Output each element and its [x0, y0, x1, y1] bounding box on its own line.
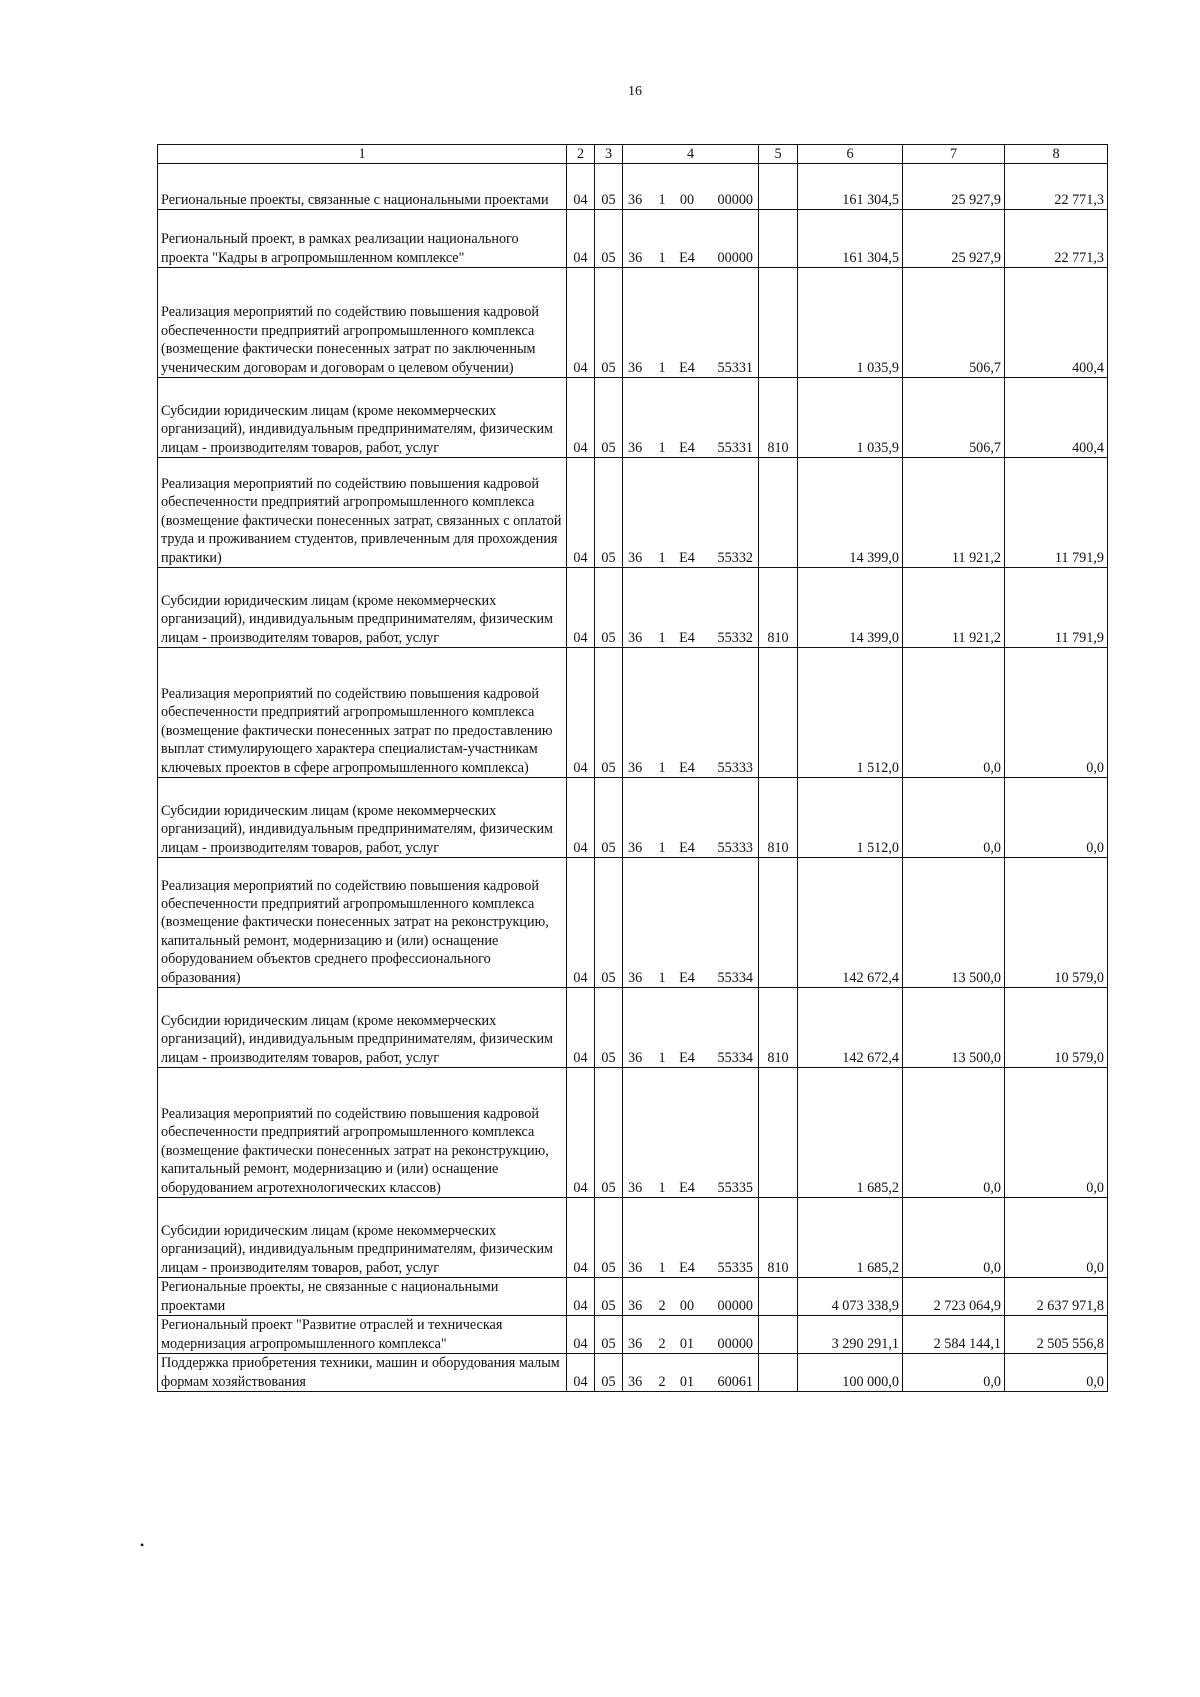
col-5-code: [759, 210, 798, 268]
code-part: 55333: [717, 759, 753, 776]
code-part: 55334: [717, 969, 753, 986]
col-3-code: 05: [595, 778, 623, 858]
row-name: Реализация мероприятий по содействию повышения кадровой обеспеченности предприятий агропромышленного комплекса (возмещение фактически понесенных затрат на реконструкцию, капитальный ремонт, модернизацию и (или) оснащение оборудованием агротехнологических классов): [158, 1068, 567, 1198]
col-5-code: [759, 458, 798, 568]
table-row: [158, 164, 1108, 210]
code-part: E4: [679, 359, 695, 376]
col-2-code: 04: [567, 1068, 595, 1198]
code-part: 55332: [717, 549, 753, 566]
code-part: 60061: [717, 1373, 753, 1390]
header-cell: 7: [903, 145, 1005, 164]
amount-col-8: 10 579,0: [1005, 988, 1108, 1068]
amount-col-6: 14 399,0: [798, 458, 903, 568]
col-2-code: 04: [567, 458, 595, 568]
col-5-code: 810: [759, 1198, 798, 1278]
col-5-code: 810: [759, 988, 798, 1068]
table-row: [158, 210, 1108, 268]
table-row: [158, 378, 1108, 458]
code-part: 00000: [717, 1297, 753, 1314]
col-3-code: 05: [595, 858, 623, 988]
amount-col-8: 400,4: [1005, 268, 1108, 378]
header-cell: 8: [1005, 145, 1108, 164]
col-2-code: 04: [567, 568, 595, 648]
table-row: [158, 1068, 1108, 1198]
amount-col-7: 25 927,9: [903, 210, 1005, 268]
code-part: 1: [658, 969, 666, 986]
code-part: E4: [679, 969, 695, 986]
table-row: [158, 988, 1108, 1068]
code-part: 36: [628, 1297, 643, 1314]
header-cell: 2: [567, 145, 595, 164]
code-part: 55334: [717, 1049, 753, 1066]
stray-mark: •: [140, 1538, 145, 1552]
amount-col-7: 506,7: [903, 378, 1005, 458]
code-part: 1: [658, 249, 666, 266]
amount-col-8: 11 791,9: [1005, 458, 1108, 568]
col-4-code: [623, 1278, 759, 1316]
col-2-code: 04: [567, 1198, 595, 1278]
amount-col-7: 0,0: [903, 1068, 1005, 1198]
code-part: E4: [679, 759, 695, 776]
amount-col-6: 1 512,0: [798, 648, 903, 778]
amount-col-7: 11 921,2: [903, 458, 1005, 568]
header-cell: 3: [595, 145, 623, 164]
col-5-code: [759, 1068, 798, 1198]
amount-col-6: 4 073 338,9: [798, 1278, 903, 1316]
code-part: 36: [628, 1373, 643, 1390]
row-name: Реализация мероприятий по содействию повышения кадровой обеспеченности предприятий агропромышленного комплекса (возмещение фактически понесенных затрат на реконструкцию, капитальный ремонт, модернизацию и (или) оснащение оборудованием объектов среднего профессионального образования): [158, 858, 567, 988]
table-row: [158, 1198, 1108, 1278]
table-row: [158, 778, 1108, 858]
code-part: 1: [658, 359, 666, 376]
col-3-code: 05: [595, 1068, 623, 1198]
amount-col-6: 142 672,4: [798, 858, 903, 988]
col-4-code: [623, 1354, 759, 1392]
col-5-code: [759, 164, 798, 210]
row-name: Региональные проекты, не связанные с национальными проектами: [158, 1278, 567, 1316]
code-part: 55335: [717, 1179, 753, 1196]
col-4-code: [623, 1198, 759, 1278]
code-part: 1: [658, 549, 666, 566]
row-name: Реализация мероприятий по содействию повышения кадровой обеспеченности предприятий агропромышленного комплекса (возмещение фактически понесенных затрат по заключенным ученическим договорам и договорам о целевом обучении): [158, 268, 567, 378]
col-3-code: 05: [595, 988, 623, 1068]
header-cell: 5: [759, 145, 798, 164]
col-2-code: 04: [567, 210, 595, 268]
code-part: 55333: [717, 839, 753, 856]
row-name: Поддержка приобретения техники, машин и оборудования малым формам хозяйствования: [158, 1354, 567, 1392]
col-2-code: 04: [567, 858, 595, 988]
row-name: Субсидии юридическим лицам (кроме некоммерческих организаций), индивидуальным предпринимателям, физическим лицам - производителям товаров, работ, услуг: [158, 378, 567, 458]
amount-col-7: 25 927,9: [903, 164, 1005, 210]
col-5-code: [759, 1354, 798, 1392]
col-5-code: [759, 268, 798, 378]
row-name: Реализация мероприятий по содействию повышения кадровой обеспеченности предприятий агропромышленного комплекса (возмещение фактически понесенных затрат по предоставлению выплат стимулирующего характера специалистам-участникам ключевых проектов в сфере агропромышленного комплекса): [158, 648, 567, 778]
code-part: 00: [679, 191, 695, 208]
col-4-code: [623, 378, 759, 458]
code-part: 36: [628, 359, 643, 376]
amount-col-8: 0,0: [1005, 778, 1108, 858]
code-part: 1: [658, 629, 666, 646]
amount-col-7: 2 723 064,9: [903, 1278, 1005, 1316]
code-part: 1: [658, 1179, 666, 1196]
code-part: 55331: [717, 359, 753, 376]
header-cell: 1: [158, 145, 567, 164]
header-cell: 4: [623, 145, 759, 164]
amount-col-8: 2 637 971,8: [1005, 1278, 1108, 1316]
amount-col-6: 1 035,9: [798, 268, 903, 378]
code-part: 55332: [717, 629, 753, 646]
col-3-code: 05: [595, 458, 623, 568]
amount-col-7: 13 500,0: [903, 858, 1005, 988]
row-name: Субсидии юридическим лицам (кроме некоммерческих организаций), индивидуальным предпринимателям, физическим лицам - производителям товаров, работ, услуг: [158, 988, 567, 1068]
col-2-code: 04: [567, 648, 595, 778]
code-part: 36: [628, 1049, 643, 1066]
amount-col-6: 1 035,9: [798, 378, 903, 458]
col-3-code: 05: [595, 164, 623, 210]
amount-col-8: 22 771,3: [1005, 210, 1108, 268]
code-part: 00000: [717, 191, 753, 208]
row-name: Субсидии юридическим лицам (кроме некоммерческих организаций), индивидуальным предпринимателям, физическим лицам - производителям товаров, работ, услуг: [158, 778, 567, 858]
col-2-code: 04: [567, 778, 595, 858]
amount-col-8: 0,0: [1005, 1354, 1108, 1392]
code-part: 01: [679, 1335, 695, 1352]
code-part: 36: [628, 759, 643, 776]
code-part: E4: [679, 839, 695, 856]
col-4-code: [623, 568, 759, 648]
page-number: 16: [628, 84, 642, 99]
code-part: E4: [679, 1049, 695, 1066]
amount-col-7: 13 500,0: [903, 988, 1005, 1068]
col-2-code: 04: [567, 378, 595, 458]
code-part: E4: [679, 629, 695, 646]
row-name: Реализация мероприятий по содействию повышения кадровой обеспеченности предприятий агропромышленного комплекса (возмещение фактически понесенных затрат, связанных с оплатой труда и проживанием студентов, привлеченным для прохождения практики): [158, 458, 567, 568]
code-part: 1: [658, 1259, 666, 1276]
code-part: 2: [658, 1335, 666, 1352]
col-5-code: [759, 1316, 798, 1354]
row-name: Региональный проект, в рамках реализации национального проекта "Кадры в агропромышленном комплексе": [158, 210, 567, 268]
col-3-code: 05: [595, 268, 623, 378]
code-part: 36: [628, 629, 643, 646]
col-4-code: [623, 988, 759, 1068]
amount-col-7: 506,7: [903, 268, 1005, 378]
code-part: 36: [628, 549, 643, 566]
code-part: 1: [658, 439, 666, 456]
code-part: 1: [658, 1049, 666, 1066]
amount-col-6: 1 685,2: [798, 1068, 903, 1198]
table-row: [158, 568, 1108, 648]
col-4-code: [623, 210, 759, 268]
code-part: 00000: [717, 249, 753, 266]
code-part: 1: [658, 759, 666, 776]
col-3-code: 05: [595, 1198, 623, 1278]
code-part: 36: [628, 249, 643, 266]
amount-col-8: 22 771,3: [1005, 164, 1108, 210]
row-name: Субсидии юридическим лицам (кроме некоммерческих организаций), индивидуальным предпринимателям, физическим лицам - производителям товаров, работ, услуг: [158, 568, 567, 648]
code-part: 36: [628, 969, 643, 986]
code-part: 36: [628, 1259, 643, 1276]
code-part: E4: [679, 549, 695, 566]
col-4-code: [623, 778, 759, 858]
col-3-code: 05: [595, 1354, 623, 1392]
table-row: [158, 858, 1108, 988]
col-5-code: 810: [759, 568, 798, 648]
col-2-code: 04: [567, 988, 595, 1068]
code-part: 36: [628, 191, 643, 208]
code-part: 36: [628, 839, 643, 856]
col-3-code: 05: [595, 568, 623, 648]
table-row: [158, 1354, 1108, 1392]
code-part: 55331: [717, 439, 753, 456]
amount-col-8: 11 791,9: [1005, 568, 1108, 648]
col-3-code: 05: [595, 378, 623, 458]
code-part: E4: [679, 1179, 695, 1196]
amount-col-6: 1 512,0: [798, 778, 903, 858]
table-row: [158, 458, 1108, 568]
col-2-code: 04: [567, 268, 595, 378]
amount-col-6: 161 304,5: [798, 164, 903, 210]
amount-col-7: 0,0: [903, 648, 1005, 778]
table-row: [158, 268, 1108, 378]
row-name: Субсидии юридическим лицам (кроме некоммерческих организаций), индивидуальным предпринимателям, физическим лицам - производителям товаров, работ, услуг: [158, 1198, 567, 1278]
amount-col-8: 0,0: [1005, 1068, 1108, 1198]
col-2-code: 04: [567, 1316, 595, 1354]
code-part: 01: [679, 1373, 695, 1390]
col-4-code: [623, 1068, 759, 1198]
col-4-code: [623, 458, 759, 568]
amount-col-6: 161 304,5: [798, 210, 903, 268]
amount-col-6: 3 290 291,1: [798, 1316, 903, 1354]
code-part: 36: [628, 1335, 643, 1352]
code-part: E4: [679, 249, 695, 266]
table-row: [158, 1316, 1108, 1354]
row-name: Региональные проекты, связанные с национальными проектами: [158, 164, 567, 210]
code-part: 36: [628, 1179, 643, 1196]
col-3-code: 05: [595, 1278, 623, 1316]
code-part: E4: [679, 1259, 695, 1276]
col-5-code: 810: [759, 378, 798, 458]
amount-col-8: 0,0: [1005, 648, 1108, 778]
table-row: [158, 1278, 1108, 1316]
row-name: Региональный проект "Развитие отраслей и техническая модернизация агропромышленного комплекса": [158, 1316, 567, 1354]
code-part: E4: [679, 439, 695, 456]
amount-col-8: 2 505 556,8: [1005, 1316, 1108, 1354]
amount-col-6: 142 672,4: [798, 988, 903, 1068]
header-row: [158, 145, 1108, 164]
amount-col-6: 1 685,2: [798, 1198, 903, 1278]
col-2-code: 04: [567, 164, 595, 210]
col-2-code: 04: [567, 1354, 595, 1392]
col-4-code: [623, 648, 759, 778]
code-part: 1: [658, 191, 666, 208]
code-part: 2: [658, 1373, 666, 1390]
code-part: 00000: [717, 1335, 753, 1352]
col-4-code: [623, 268, 759, 378]
amount-col-7: 11 921,2: [903, 568, 1005, 648]
col-4-code: [623, 858, 759, 988]
budget-table: [157, 144, 1108, 1392]
amount-col-8: 400,4: [1005, 378, 1108, 458]
amount-col-7: 0,0: [903, 1354, 1005, 1392]
code-part: 36: [628, 439, 643, 456]
col-5-code: [759, 1278, 798, 1316]
code-part: 55335: [717, 1259, 753, 1276]
col-4-code: [623, 164, 759, 210]
amount-col-8: 0,0: [1005, 1198, 1108, 1278]
amount-col-6: 100 000,0: [798, 1354, 903, 1392]
col-4-code: [623, 1316, 759, 1354]
col-3-code: 05: [595, 648, 623, 778]
code-part: 2: [658, 1297, 666, 1314]
col-5-code: [759, 648, 798, 778]
amount-col-7: 2 584 144,1: [903, 1316, 1005, 1354]
amount-col-7: 0,0: [903, 1198, 1005, 1278]
header-cell: 6: [798, 145, 903, 164]
amount-col-8: 10 579,0: [1005, 858, 1108, 988]
col-5-code: [759, 858, 798, 988]
code-part: 1: [658, 839, 666, 856]
col-3-code: 05: [595, 210, 623, 268]
col-2-code: 04: [567, 1278, 595, 1316]
code-part: 00: [679, 1297, 695, 1314]
table-row: [158, 648, 1108, 778]
amount-col-7: 0,0: [903, 778, 1005, 858]
col-5-code: 810: [759, 778, 798, 858]
table-body: [158, 164, 1108, 1392]
col-3-code: 05: [595, 1316, 623, 1354]
amount-col-6: 14 399,0: [798, 568, 903, 648]
